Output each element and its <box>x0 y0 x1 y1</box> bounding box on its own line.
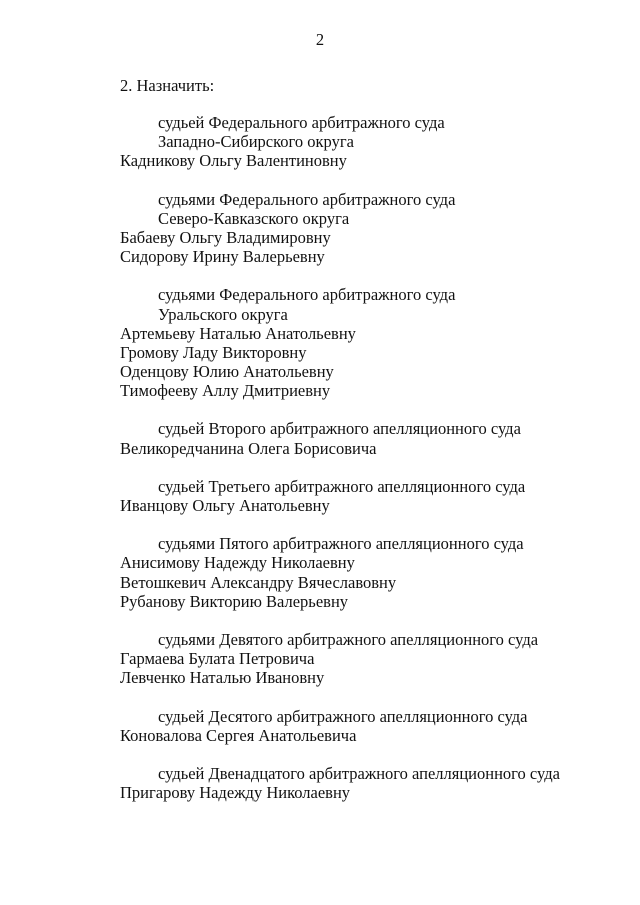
judge-name: Великоредчанина Олега Борисовича <box>120 438 377 458</box>
court-line: Западно-Сибирского округа <box>158 132 354 152</box>
court-line: судьями Пятого арбитражного апелляционного суда <box>158 534 524 554</box>
judge-name: Иванцову Ольгу Анатольевну <box>120 496 330 515</box>
judge-name: Тимофееву Аллу Дмитриевну <box>120 381 331 401</box>
judge-name: Рубанову Викторию Валерьевну <box>120 591 349 611</box>
judge-name: Гармаева Булата Петровича <box>120 649 315 669</box>
court-line: Уральского округа <box>158 304 288 324</box>
appointment-section <box>120 113 600 171</box>
judge-name: Левченко Наталью Ивановну <box>120 668 325 688</box>
appointment-section <box>120 477 600 515</box>
appointment-section <box>120 707 600 745</box>
court-line: судьей Второго арбитражного апелляционного суда <box>158 419 521 439</box>
judge-name: Бабаеву Ольгу Владимировну <box>120 227 331 247</box>
appointment-section <box>120 630 600 688</box>
appointment-section <box>120 764 600 802</box>
decree-heading: 2. Назначить: <box>120 76 215 95</box>
appointment-section <box>120 285 600 400</box>
court-line: судьями Федерального арбитражного суда <box>158 189 456 209</box>
judge-name: Кадникову Ольгу Валентиновну <box>120 151 347 171</box>
appointment-section <box>120 190 600 267</box>
judge-name: Анисимову Надежду Николаевну <box>120 553 355 573</box>
court-line: судьями Федерального арбитражного суда <box>158 285 456 305</box>
judge-name: Коновалова Сергея Анатольевича <box>120 725 357 745</box>
judge-name: Оденцову Юлию Анатольевну <box>120 362 334 382</box>
court-line: судьей Федерального арбитражного суда <box>158 113 445 132</box>
court-line: судьей Третьего арбитражного апелляционного суда <box>158 476 526 496</box>
judge-name: Пригарову Надежду Николаевну <box>120 783 351 803</box>
judge-name: Сидорову Ирину Валерьевну <box>120 247 325 267</box>
page-number: 2 <box>315 30 325 49</box>
court-line: судьей Десятого арбитражного апелляционного суда <box>158 706 528 726</box>
judge-name: Громову Ладу Викторовну <box>120 342 307 362</box>
judge-name: Артемьеву Наталью Анатольевну <box>120 323 356 343</box>
appointment-section <box>120 419 600 457</box>
appointment-section <box>120 534 600 611</box>
court-line: судьей Двенадцатого арбитражного апелляционного суда <box>158 763 560 783</box>
court-line: судьями Девятого арбитражного апелляционного суда <box>158 629 539 649</box>
judge-name: Ветошкевич Александру Вячеславовну <box>120 572 397 592</box>
court-line: Северо-Кавказского округа <box>158 208 350 228</box>
appointments-list <box>120 113 600 821</box>
